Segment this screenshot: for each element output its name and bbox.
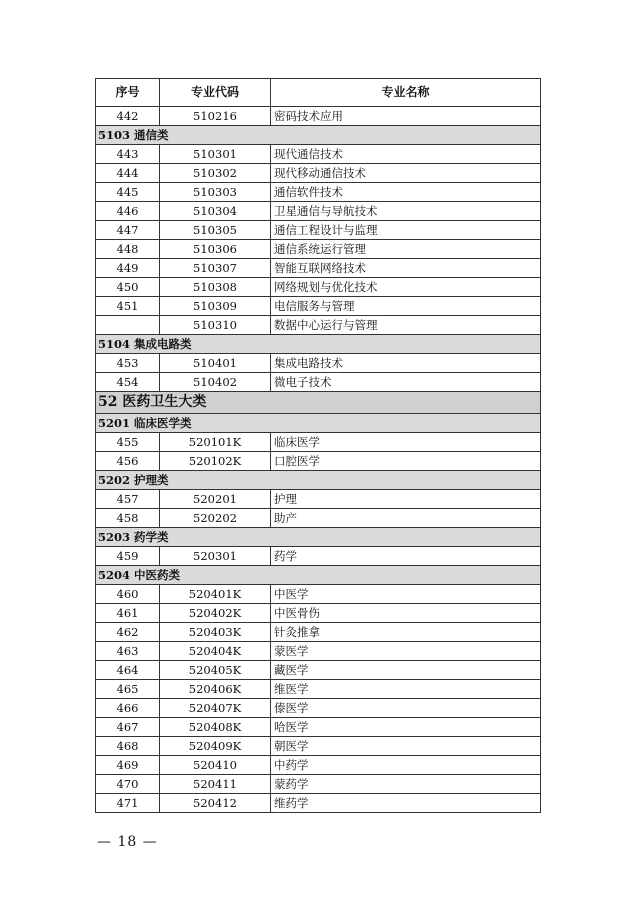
table-row bbox=[96, 737, 541, 756]
cell-name: 临床医学 bbox=[271, 433, 541, 452]
table-row bbox=[96, 604, 541, 623]
cell-name: 中医骨伤 bbox=[271, 604, 541, 623]
cell-name: 藏医学 bbox=[271, 661, 541, 680]
cell-code: 520403K bbox=[160, 623, 271, 642]
table-row bbox=[96, 240, 541, 259]
cell-code: 510302 bbox=[160, 164, 271, 183]
cell-seq: 460 bbox=[96, 585, 160, 604]
cell-name: 药学 bbox=[271, 547, 541, 566]
page-number: — 18 — bbox=[97, 834, 158, 850]
cell-seq: 451 bbox=[96, 297, 160, 316]
cell-code: 520301 bbox=[160, 547, 271, 566]
cell-code: 510304 bbox=[160, 202, 271, 221]
cell-seq: 461 bbox=[96, 604, 160, 623]
table-row bbox=[96, 452, 541, 471]
cell-seq: 444 bbox=[96, 164, 160, 183]
cell-name: 现代通信技术 bbox=[271, 145, 541, 164]
cell-code: 510309 bbox=[160, 297, 271, 316]
cell-code: 510401 bbox=[160, 354, 271, 373]
cell-seq: 445 bbox=[96, 183, 160, 202]
table-row bbox=[96, 718, 541, 737]
cell-name: 电信服务与管理 bbox=[271, 297, 541, 316]
table-row bbox=[96, 642, 541, 661]
cell-code: 520408K bbox=[160, 718, 271, 737]
category-row bbox=[96, 566, 541, 585]
table-row bbox=[96, 585, 541, 604]
cell-code: 510306 bbox=[160, 240, 271, 259]
cell-seq: 455 bbox=[96, 433, 160, 452]
cell-seq bbox=[96, 316, 160, 335]
cell-seq: 470 bbox=[96, 775, 160, 794]
cell-name: 中药学 bbox=[271, 756, 541, 775]
table-row bbox=[96, 259, 541, 278]
table-row bbox=[96, 490, 541, 509]
cell-code: 510402 bbox=[160, 373, 271, 392]
header-code: 专业代码 bbox=[160, 79, 271, 107]
category-label: 5203 药学类 bbox=[96, 528, 541, 547]
cell-seq: 462 bbox=[96, 623, 160, 642]
cell-name: 傣医学 bbox=[271, 699, 541, 718]
table-row bbox=[96, 145, 541, 164]
category-row bbox=[96, 471, 541, 490]
table-row bbox=[96, 775, 541, 794]
cell-code: 510305 bbox=[160, 221, 271, 240]
cell-code: 510307 bbox=[160, 259, 271, 278]
table-row bbox=[96, 661, 541, 680]
table-row bbox=[96, 107, 541, 126]
table-row bbox=[96, 433, 541, 452]
cell-code: 510308 bbox=[160, 278, 271, 297]
cell-seq: 459 bbox=[96, 547, 160, 566]
cell-name: 智能互联网络技术 bbox=[271, 259, 541, 278]
table-row bbox=[96, 164, 541, 183]
cell-name: 中医学 bbox=[271, 585, 541, 604]
category-row bbox=[96, 335, 541, 354]
cell-code: 510303 bbox=[160, 183, 271, 202]
cell-seq: 471 bbox=[96, 794, 160, 813]
table-row bbox=[96, 547, 541, 566]
cell-name: 蒙医学 bbox=[271, 642, 541, 661]
cell-code: 510301 bbox=[160, 145, 271, 164]
table-row bbox=[96, 221, 541, 240]
cell-seq: 465 bbox=[96, 680, 160, 699]
cell-seq: 468 bbox=[96, 737, 160, 756]
cell-seq: 443 bbox=[96, 145, 160, 164]
cell-code: 510216 bbox=[160, 107, 271, 126]
category-label: 5204 中医药类 bbox=[96, 566, 541, 585]
category-row bbox=[96, 528, 541, 547]
category-label: 5202 护理类 bbox=[96, 471, 541, 490]
major-catalog-table bbox=[95, 78, 541, 813]
cell-name: 哈医学 bbox=[271, 718, 541, 737]
table-body bbox=[96, 107, 541, 813]
cell-name: 通信系统运行管理 bbox=[271, 240, 541, 259]
cell-name: 现代移动通信技术 bbox=[271, 164, 541, 183]
cell-name: 网络规划与优化技术 bbox=[271, 278, 541, 297]
cell-code: 520412 bbox=[160, 794, 271, 813]
table-row bbox=[96, 202, 541, 221]
cell-name: 集成电路技术 bbox=[271, 354, 541, 373]
cell-seq: 442 bbox=[96, 107, 160, 126]
cell-seq: 448 bbox=[96, 240, 160, 259]
category-label: 5201 临床医学类 bbox=[96, 414, 541, 433]
table-row bbox=[96, 794, 541, 813]
cell-code: 510310 bbox=[160, 316, 271, 335]
table-row bbox=[96, 699, 541, 718]
cell-seq: 447 bbox=[96, 221, 160, 240]
cell-code: 520101K bbox=[160, 433, 271, 452]
table-row bbox=[96, 354, 541, 373]
cell-name: 通信软件技术 bbox=[271, 183, 541, 202]
cell-name: 维医学 bbox=[271, 680, 541, 699]
table-row bbox=[96, 756, 541, 775]
table-row bbox=[96, 509, 541, 528]
category-label: 5103 通信类 bbox=[96, 126, 541, 145]
cell-seq: 464 bbox=[96, 661, 160, 680]
category-label: 52 医药卫生大类 bbox=[96, 392, 541, 414]
table-row bbox=[96, 680, 541, 699]
cell-seq: 463 bbox=[96, 642, 160, 661]
cell-name: 朝医学 bbox=[271, 737, 541, 756]
table-row bbox=[96, 183, 541, 202]
cell-code: 520201 bbox=[160, 490, 271, 509]
cell-seq: 467 bbox=[96, 718, 160, 737]
table-row bbox=[96, 316, 541, 335]
cell-code: 520202 bbox=[160, 509, 271, 528]
cell-name: 密码技术应用 bbox=[271, 107, 541, 126]
cell-code: 520401K bbox=[160, 585, 271, 604]
table-row bbox=[96, 373, 541, 392]
cell-name: 维药学 bbox=[271, 794, 541, 813]
category-row bbox=[96, 414, 541, 433]
cell-name: 助产 bbox=[271, 509, 541, 528]
cell-seq: 450 bbox=[96, 278, 160, 297]
cell-code: 520404K bbox=[160, 642, 271, 661]
cell-code: 520409K bbox=[160, 737, 271, 756]
cell-seq: 458 bbox=[96, 509, 160, 528]
cell-seq: 446 bbox=[96, 202, 160, 221]
category-label: 5104 集成电路类 bbox=[96, 335, 541, 354]
cell-seq: 457 bbox=[96, 490, 160, 509]
table-row bbox=[96, 623, 541, 642]
cell-name: 数据中心运行与管理 bbox=[271, 316, 541, 335]
header-seq: 序号 bbox=[96, 79, 160, 107]
cell-name: 护理 bbox=[271, 490, 541, 509]
cell-name: 卫星通信与导航技术 bbox=[271, 202, 541, 221]
cell-code: 520405K bbox=[160, 661, 271, 680]
cell-seq: 453 bbox=[96, 354, 160, 373]
cell-seq: 454 bbox=[96, 373, 160, 392]
cell-seq: 469 bbox=[96, 756, 160, 775]
cell-seq: 466 bbox=[96, 699, 160, 718]
category-row bbox=[96, 126, 541, 145]
cell-code: 520411 bbox=[160, 775, 271, 794]
cell-name: 针灸推拿 bbox=[271, 623, 541, 642]
major-category-row bbox=[96, 392, 541, 414]
header-name: 专业名称 bbox=[271, 79, 541, 107]
cell-seq: 456 bbox=[96, 452, 160, 471]
cell-code: 520410 bbox=[160, 756, 271, 775]
cell-name: 口腔医学 bbox=[271, 452, 541, 471]
cell-seq: 449 bbox=[96, 259, 160, 278]
table-row bbox=[96, 278, 541, 297]
table-header-row bbox=[96, 79, 541, 107]
cell-code: 520406K bbox=[160, 680, 271, 699]
cell-name: 微电子技术 bbox=[271, 373, 541, 392]
cell-code: 520102K bbox=[160, 452, 271, 471]
cell-code: 520407K bbox=[160, 699, 271, 718]
cell-code: 520402K bbox=[160, 604, 271, 623]
cell-name: 蒙药学 bbox=[271, 775, 541, 794]
cell-name: 通信工程设计与监理 bbox=[271, 221, 541, 240]
table-row bbox=[96, 297, 541, 316]
